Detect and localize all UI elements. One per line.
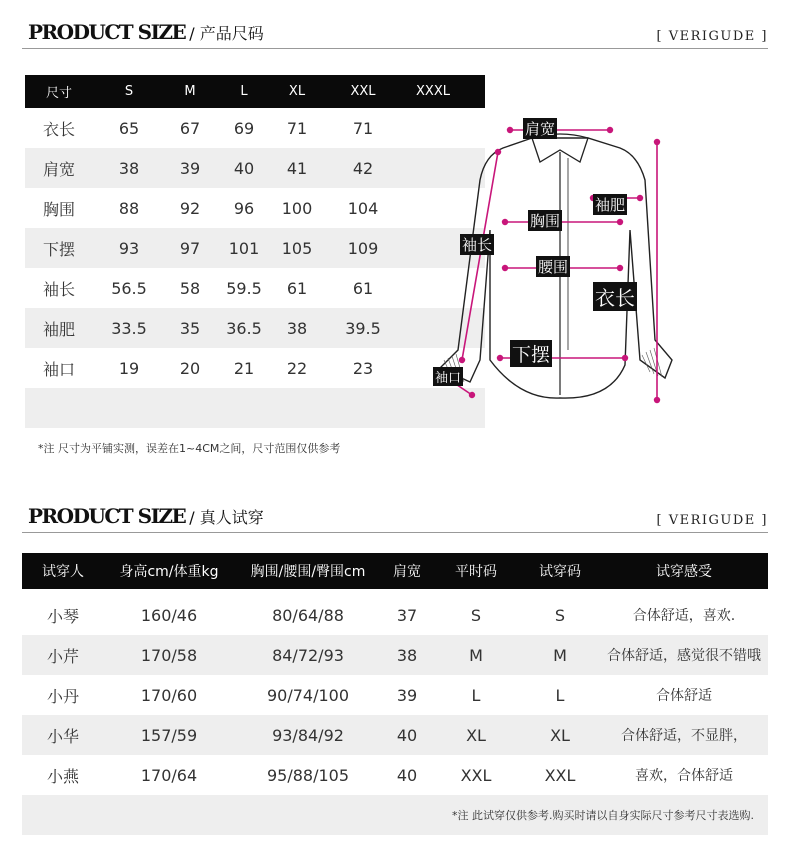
cell: M [469,645,483,665]
label-waist: 腰围 [538,258,569,276]
cell: 合体舒适，喜欢. [632,608,736,624]
header-cell: L [240,84,248,99]
section-title: PRODUCT SIZE / 真人试穿 [28,504,264,528]
cell: 小琴 [46,606,79,626]
try-note: *注 此试穿仅供参考.购买时请以自身实际尺寸参考尺寸表选购. [452,809,754,822]
table-row [22,635,768,675]
header-cell: 尺寸 [45,86,72,101]
cell: 37 [396,605,418,625]
cell: 104 [347,198,379,218]
size-table-header [25,75,485,108]
row-label: 下摆 [42,239,75,259]
header-cell: 试穿人 [42,564,84,580]
cell: 38 [118,158,140,178]
label-hem: 下摆 [510,340,552,367]
cell: 170/60 [140,685,198,705]
cell: 33.5 [111,318,147,338]
cell: S [470,605,482,625]
cell: 59.5 [226,278,262,298]
cell: 101 [228,238,260,258]
cell: 56.5 [111,278,147,298]
section-title: PRODUCT SIZE / 产品尺码 [28,20,264,44]
cell: 170/64 [140,765,198,785]
cell: 小华 [46,726,79,746]
label-sleeve-length: 袖长 [462,236,493,254]
label-cuff: 袖口 [433,367,463,386]
cell: 39.5 [345,318,381,338]
try-on-table [22,553,768,835]
header-cell: 肩宽 [393,564,421,580]
cell: 35 [179,318,201,338]
cell: S [554,605,566,625]
cell: 96 [233,198,255,218]
label-shoulder: 肩宽 [525,120,556,138]
cell: 84/72/93 [272,645,344,665]
row-label: 袖长 [42,279,75,299]
cell: 合体舒适，感觉很不错哦 [607,648,761,664]
header-cell: 胸围/腰围/臀围cm [250,564,366,580]
cell: 80/64/88 [272,605,344,625]
cell: 61 [352,278,374,298]
cell: 36.5 [226,318,262,338]
cell: M [553,645,567,665]
cell: 100 [281,198,313,218]
row-label: 胸围 [42,199,75,219]
cell: XL [550,725,570,745]
table-row [22,595,768,635]
cell: 38 [396,645,418,665]
cell: 合体舒适，不显胖， [621,728,747,744]
row-label: 袖肥 [42,319,75,339]
cell: 160/46 [140,605,198,625]
cell: 39 [179,158,201,178]
cell: 41 [286,158,308,178]
cell: 67 [179,118,201,138]
cell: XXL [544,765,576,785]
cell: 39 [396,685,418,705]
cell: XXL [460,765,492,785]
cell: 61 [286,278,308,298]
cell: 合体舒适 [656,688,712,704]
cell: 69 [233,118,255,138]
cell: XL [466,725,486,745]
table-row [22,675,768,715]
cell: 105 [281,238,313,258]
cell: 71 [286,118,308,138]
brand-label: [ VERIGUDE ] [656,29,768,44]
cell: 157/59 [140,725,198,745]
cell: 90/74/100 [266,685,350,705]
cell: 38 [286,318,308,338]
cell: 71 [352,118,374,138]
header-cell: 试穿码 [539,564,581,580]
header-cell: S [124,84,134,99]
table-row [22,715,768,755]
section-header-try [22,502,768,533]
cell: 93/84/92 [272,725,344,745]
table-row [22,755,768,795]
shirt-diagram [410,110,685,410]
cell: 97 [179,238,201,258]
header-cell: 平时码 [455,564,497,580]
cell: 小丹 [46,686,79,706]
header-cell: XXXL [416,84,450,99]
header-cell: XXL [350,84,376,99]
cell: 58 [179,278,201,298]
cell: 小燕 [46,766,79,786]
cell: L [471,685,481,705]
row-label: 衣长 [42,119,75,139]
label-length: 衣长 [593,282,637,311]
cell: 喜欢，合体舒适 [635,768,733,784]
label-sleeve-width: 袖肥 [595,196,626,214]
header-cell: M [184,84,196,99]
cell: 小芹 [46,646,79,666]
try-note-row [22,795,768,835]
section-header-size [22,18,768,49]
cell: 40 [396,725,418,745]
cell: 21 [233,358,255,378]
row-label: 袖口 [42,359,75,379]
cell: 92 [179,198,201,218]
label-chest: 胸围 [530,212,561,230]
header-cell: 身高cm/体重kg [119,564,219,580]
cell: 88 [118,198,140,218]
cell: 65 [118,118,140,138]
cell: 19 [118,358,140,378]
cell: 23 [352,358,374,378]
cell: L [555,685,565,705]
cell: 20 [179,358,201,378]
cell: 93 [118,238,140,258]
cell: 109 [347,238,379,258]
cell: 22 [286,358,308,378]
brand-label: [ VERIGUDE ] [656,513,768,528]
try-table-header [22,553,768,589]
cell: 42 [352,158,374,178]
cell: 95/88/105 [266,765,350,785]
header-cell: XL [288,84,306,99]
row-label: 肩宽 [42,159,75,179]
size-note: *注 尺寸为平铺实测，误差在1~4CM之间，尺寸范围仅供参考 [38,442,341,455]
header-cell: 试穿感受 [656,564,712,580]
cell: 170/58 [140,645,198,665]
cell: 40 [396,765,418,785]
cell: 40 [233,158,255,178]
